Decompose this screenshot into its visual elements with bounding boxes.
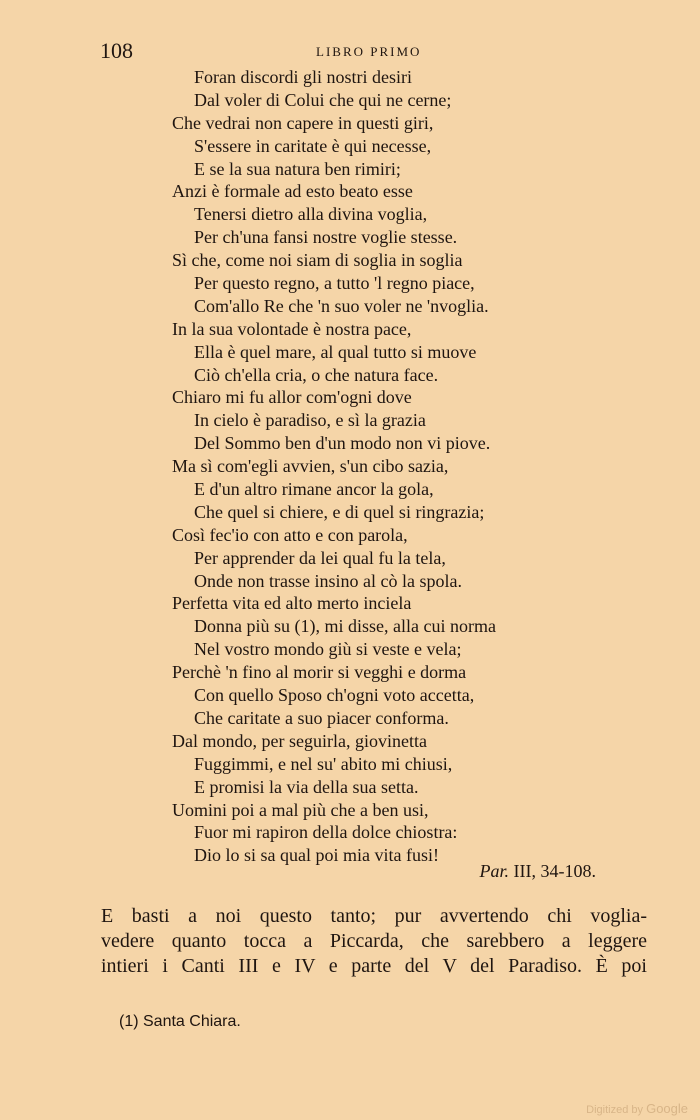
verse-line: In la sua volontade è nostra pace,: [172, 318, 412, 339]
verse-line: Com'allo Re che 'n suo voler ne 'nvoglia.: [194, 295, 489, 316]
citation-lines: , 34-108.: [531, 861, 596, 881]
footnote: (1) Santa Chiara.: [119, 1013, 241, 1030]
watermark: [586, 1101, 688, 1116]
prose-line: E basti a noi questo tanto; pur avvertendo chi voglia-: [101, 905, 647, 927]
verse-line: Che quel si chiere, e di quel si ringrazia;: [194, 501, 485, 522]
verse-line: Per ch'una fansi nostre voglie stesse.: [194, 227, 458, 248]
verse-line: E d'un altro rimane ancor la gola,: [194, 479, 434, 500]
verse-line: Uomini poi a mal più che a ben usi,: [172, 799, 429, 820]
prose-line: vedere quanto tocca a Piccarda, che sarebbero a leggere: [101, 930, 647, 952]
verse-line: S'essere in caritate è qui necesse,: [194, 135, 432, 156]
prose-line: intieri i Canti III e IV e parte del V del Paradiso. È poi: [101, 955, 647, 977]
verse-line: Del Sommo ben d'un modo non vi piove.: [194, 433, 491, 454]
verse-block: [172, 66, 612, 867]
verse-line: Per apprender da lei qual fu la tela,: [194, 547, 446, 568]
verse-line: Dio lo si sa qual poi mia vita fusi!: [194, 845, 439, 866]
citation-book: III: [513, 861, 532, 881]
verse-line: Che vedrai non capere in questi giri,: [172, 112, 434, 133]
watermark-prefix: Digitized by: [586, 1104, 644, 1116]
running-head: LIBRO PRIMO: [316, 44, 422, 59]
verse-line: In cielo è paradiso, e sì la grazia: [194, 410, 426, 431]
verse-line: Fuor mi rapiron della dolce chiostra:: [194, 822, 458, 843]
verse-line: Chiaro mi fu allor com'ogni dove: [172, 387, 412, 408]
verse-line: Ella è quel mare, al qual tutto si muove: [194, 341, 477, 362]
verse-line: Ma sì com'egli avvien, s'un cibo sazia,: [172, 456, 449, 477]
verse-line: Dal mondo, per seguirla, giovinetta: [172, 730, 427, 751]
verse-line: Tenersi dietro alla divina voglia,: [194, 204, 428, 225]
verse-line: Foran discordi gli nostri desiri: [194, 67, 412, 87]
verse-line: Che caritate a suo piacer conforma.: [194, 707, 449, 728]
verse-line: E se la sua natura ben rimiri;: [194, 158, 401, 179]
verse-line: Sì che, come noi siam di soglia in soglia: [172, 250, 463, 271]
verse-line: Perfetta vita ed alto merto inciela: [172, 593, 412, 614]
watermark-brand: Google: [646, 1101, 688, 1116]
verse-line: Così fec'io con atto e con parola,: [172, 524, 408, 545]
verse-line: Dal voler di Colui che qui ne cerne;: [194, 89, 452, 110]
verse-line: Onde non trasse insino al cò la spola.: [194, 570, 462, 591]
verse-line: Fuggimmi, e nel su' abito mi chiusi,: [194, 753, 453, 774]
verse-line: Donna più su (1), mi disse, alla cui norma: [194, 616, 496, 637]
verse-line: Per questo regno, a tutto 'l regno piace,: [194, 273, 475, 294]
citation-work: Par.: [479, 861, 510, 881]
citation: [480, 860, 597, 882]
verse-line: Ciò ch'ella cria, o che natura face.: [194, 364, 439, 385]
verse-line: Anzi è formale ad esto beato esse: [172, 181, 413, 202]
prose-paragraph: [101, 904, 647, 979]
verse-line: Con quello Sposo ch'ogni voto accetta,: [194, 685, 475, 706]
page-number: 108: [100, 38, 133, 63]
verse-line: Nel vostro mondo giù si veste e vela;: [194, 639, 462, 660]
verse-line: E promisi la via della sua setta.: [194, 776, 419, 797]
verse-line: Perchè 'n fino al morir si vegghi e dorma: [172, 662, 467, 683]
